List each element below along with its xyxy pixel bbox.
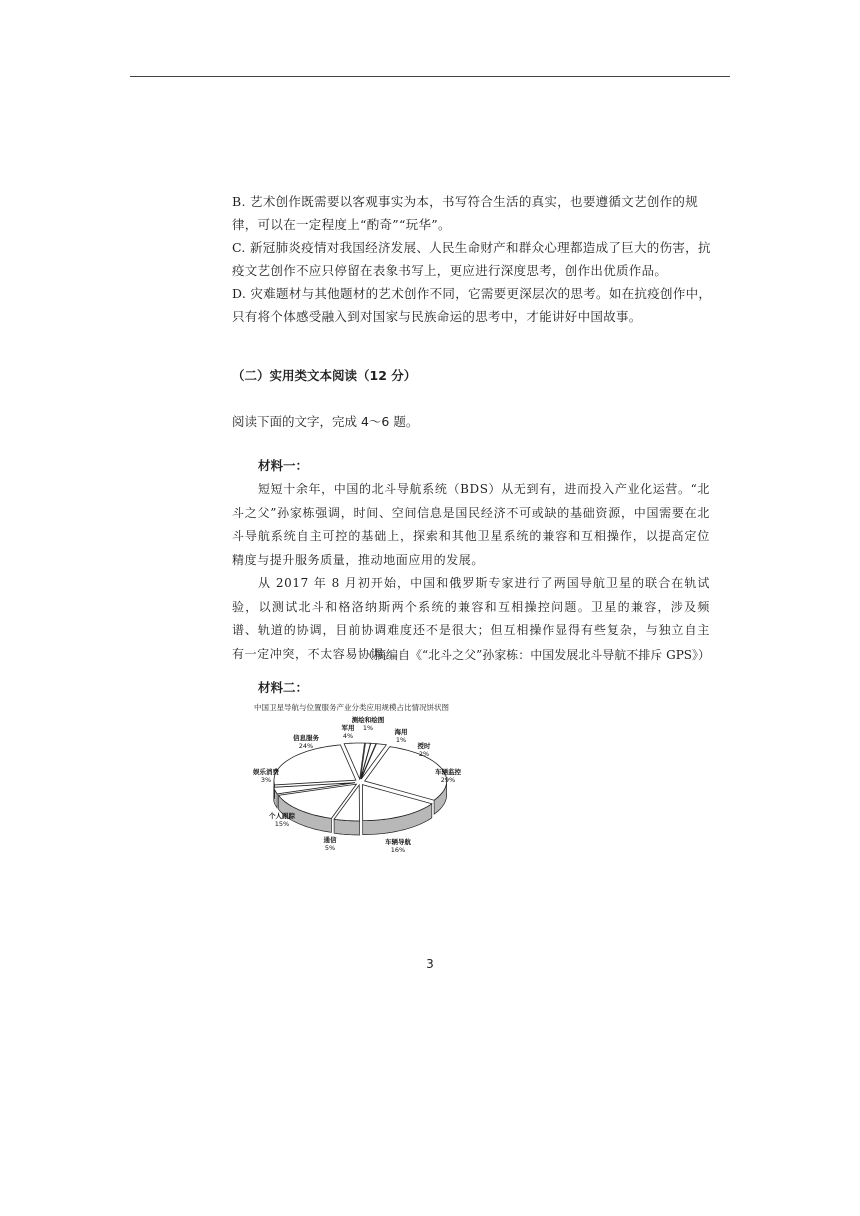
slice-label: 信息服务: [293, 734, 319, 742]
slice-value-label: 3%: [260, 776, 272, 784]
slice-value-label: 1%: [362, 724, 374, 732]
instruction: 阅读下面的文字，完成 4～6 题。: [232, 414, 419, 429]
slice-label: 测绘和绘图: [351, 716, 385, 724]
slice-value-label: 5%: [324, 844, 336, 852]
slice-label: 个人跟踪: [269, 812, 295, 820]
option-c: C. 新冠肺炎疫情对我国经济发展、人民生命财产和群众心理都造成了巨大的伤害，抗疫文艺创作不应只停留在表象书写上，更应进行深度思考，创作出优质作品。: [232, 240, 711, 278]
slice-value-label: 16%: [390, 846, 406, 854]
option-d: D. 灾难题材与其他题材的艺术创作不同，它需要更深层次的思考。如在抗疫创作中，只有将个体感受融入到对国家与民族命运的思考中，才能讲好中国故事。: [232, 286, 712, 324]
material-1-paragraph-2: 从 2017 年 8 月初开始，中国和俄罗斯专家进行了两国导航卫星的联合在轨试验，以测试北斗和格洛纳斯两个系统的兼容和互相操控问题。卫星的兼容，涉及频谱、轨道的协调，目前协调难度还不是很大；但互相操作显得有些复杂，与独立自主有一定冲突，不太容易协调。: [232, 576, 710, 661]
slice-label: 授时: [417, 742, 431, 750]
slice-value-label: 4%: [342, 732, 354, 740]
material-1-source: （摘编自《“北斗之父”孙家栋：中国发展北斗导航不排斥 GPS》）: [362, 648, 710, 662]
slice-label: 车辆监控: [435, 768, 461, 776]
slice-label: 军用: [341, 724, 355, 732]
header-rule: [130, 76, 730, 77]
section-heading: （二）实用类文本阅读（12 分）: [232, 368, 417, 383]
slice-value-label: 24%: [298, 742, 314, 750]
page-number: 3: [426, 957, 434, 971]
material-2-label: 材料二：: [258, 680, 309, 695]
slice-label: 娱乐消费: [253, 768, 279, 776]
pie-slice: [274, 745, 356, 785]
slice-label: 车辆导航: [385, 838, 411, 846]
slice-value-label: 1%: [395, 736, 407, 744]
pie-slice-side: [334, 819, 359, 835]
option-b: B. 艺术创作既需要以客观事实为本，书写符合生活的真实，也要遵循文艺创作的规律，可以在一定程度上“酌奇”“玩华”。: [232, 194, 699, 232]
slice-value-label: 15%: [274, 820, 290, 828]
material-1-label: 材料一：: [258, 458, 309, 473]
material-1-paragraph-1: 短短十余年，中国的北斗导航系统（BDS）从无到有，进而投入产业化运营。“北斗之父”孙家栋强调，时间、空间信息是国民经济不可或缺的基础资源，中国需要在北斗导航系统自主可控的基础上，探索和其他卫星系统的兼容和互相操作，以提高定位精度与提升服务质量，推动地面应用的发展。: [232, 482, 710, 567]
slice-label: 海用: [394, 728, 408, 736]
pie-chart: [252, 702, 484, 864]
slice-label: 通信: [323, 836, 337, 844]
chart-title: 中国卫星导航与位置服务产业分类应用规模占比情况饼状图: [254, 703, 449, 712]
slice-value-label: 29%: [440, 776, 456, 784]
pie-chart-figure: [252, 702, 484, 864]
slice-value-label: 2%: [418, 750, 430, 758]
